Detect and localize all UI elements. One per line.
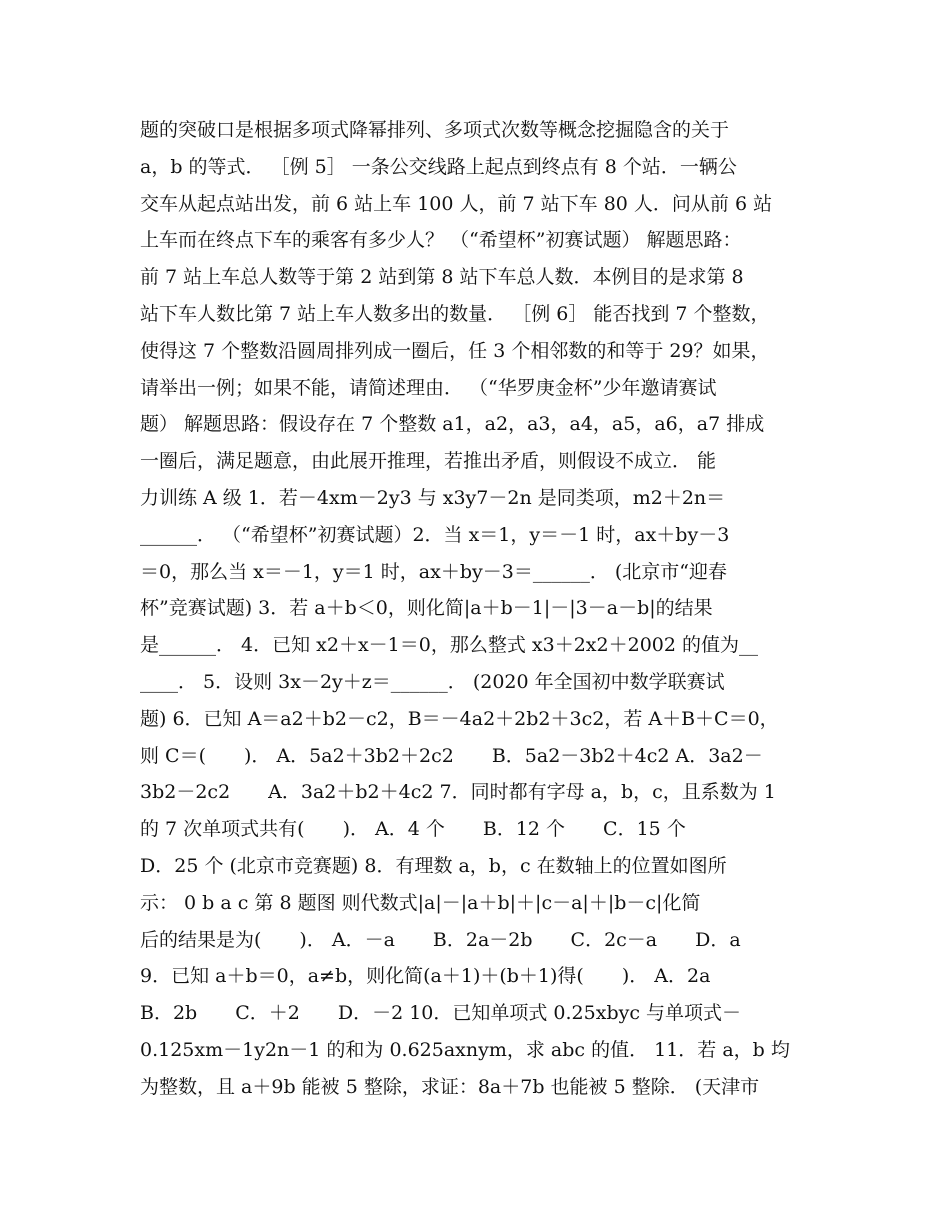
- text-line: 交车从起点站出发，前 6 站上车 100 人，前 7 站下车 80 人．问从前 6 站: [140, 192, 773, 215]
- text-line: 的 7 次单项式共有( )． A．4 个 B．12 个 C．15 个: [140, 818, 686, 841]
- text-line: 0.125xm－1y2n－1 的和为 0.625axnym，求 abc 的值． 11．若 a，b 均: [140, 1038, 790, 1061]
- text-line: 杯”竞赛试题) 3．若 a＋b＜0，则化简|a＋b－1|－|3－a－b|的结果: [140, 597, 713, 620]
- text-line: 是______． 4．已知 x2＋x－1＝0，那么整式 x3＋2x2＋2002 的值为__: [140, 634, 758, 657]
- text-line: 力训练 A 级 1．若－4xm－2y3 与 x3y7－2n 是同类项，m2＋2n＝: [140, 486, 726, 509]
- text-line: 前 7 站上车总人数等于第 2 站到第 8 站下车总人数．本例目的是求第 8: [140, 266, 744, 289]
- text-line: 一圈后，满足题意，由此展开推理，若推出矛盾，则假设不成立． 能: [140, 450, 717, 473]
- body-text: [140, 112, 820, 1106]
- text-line: ______． （“希望杯”初赛试题）2．当 x＝1，y＝－1 时，ax＋by－3: [140, 523, 730, 546]
- text-line: 题的突破口是根据多项式降幂排列、多项式次数等概念挖掘隐含的关于: [140, 119, 730, 141]
- text-line: 3b2－2c2 A．3a2＋b2＋4c2 7．同时都有字母 a，b，c，且系数为 1: [140, 781, 776, 804]
- text-line: 请举出一例；如果不能，请简述理由． （“华罗庚金杯”少年邀请赛试: [140, 376, 717, 399]
- text-line: 使得这 7 个整数沿圆周排列成一圈后，任 3 个相邻数的和等于 29？如果，: [140, 339, 770, 362]
- text-line: 示： 0 b a c 第 8 题图 则代数式|a|－|a＋b|＋|c－a|＋|b－c|化简: [140, 891, 701, 914]
- text-line: a，b 的等式． ［例 5］ 一条公交线路上起点到终点有 8 个站．一辆公: [140, 155, 737, 178]
- text-line: 9．已知 a＋b＝0，a≠b，则化简(a＋1)＋(b＋1)得( )． A．2a: [140, 965, 711, 988]
- text-line: 站下车人数比第 7 站上车人数多出的数量． ［例 6］ 能否找到 7 个整数，: [140, 302, 770, 325]
- text-line: 题) 6．已知 A＝a2＋b2－c2，B＝－4a2＋2b2＋3c2，若 A＋B＋C＝0，: [140, 707, 779, 730]
- text-line: ＝0，那么当 x＝－1，y＝1 时，ax＋by－3＝______． (北京市“迎春: [140, 560, 727, 583]
- text-line: D．25 个 (北京市竞赛题) 8．有理数 a，b，c 在数轴上的位置如图所: [140, 854, 727, 877]
- text-line: 则 C＝( )． A．5a2＋3b2＋2c2 B．5a2－3b2＋4c2 A．3a2－: [140, 744, 763, 767]
- text-line: 题） 解题思路：假设存在 7 个整数 a1，a2，a3，a4，a5，a6，a7 排成: [140, 413, 765, 436]
- text-line: 为整数，且 a＋9b 能被 5 整除，求证：8a＋7b 也能被 5 整除． (天津市: [140, 1075, 760, 1098]
- text-line: B．2b C．＋2 D．－2 10．已知单项式 0.25xbyc 与单项式－: [140, 1002, 742, 1025]
- text-line: 上车而在终点下车的乘客有多少人？ （“希望杯”初赛试题） 解题思路：: [140, 229, 742, 252]
- text-line: 后的结果是为( )． A．－a B．2a－2b C．2c－a D．a: [140, 928, 741, 951]
- text-line: ____． 5．设则 3x－2y＋z＝______． (2020 年全国初中数学联赛试: [140, 670, 725, 693]
